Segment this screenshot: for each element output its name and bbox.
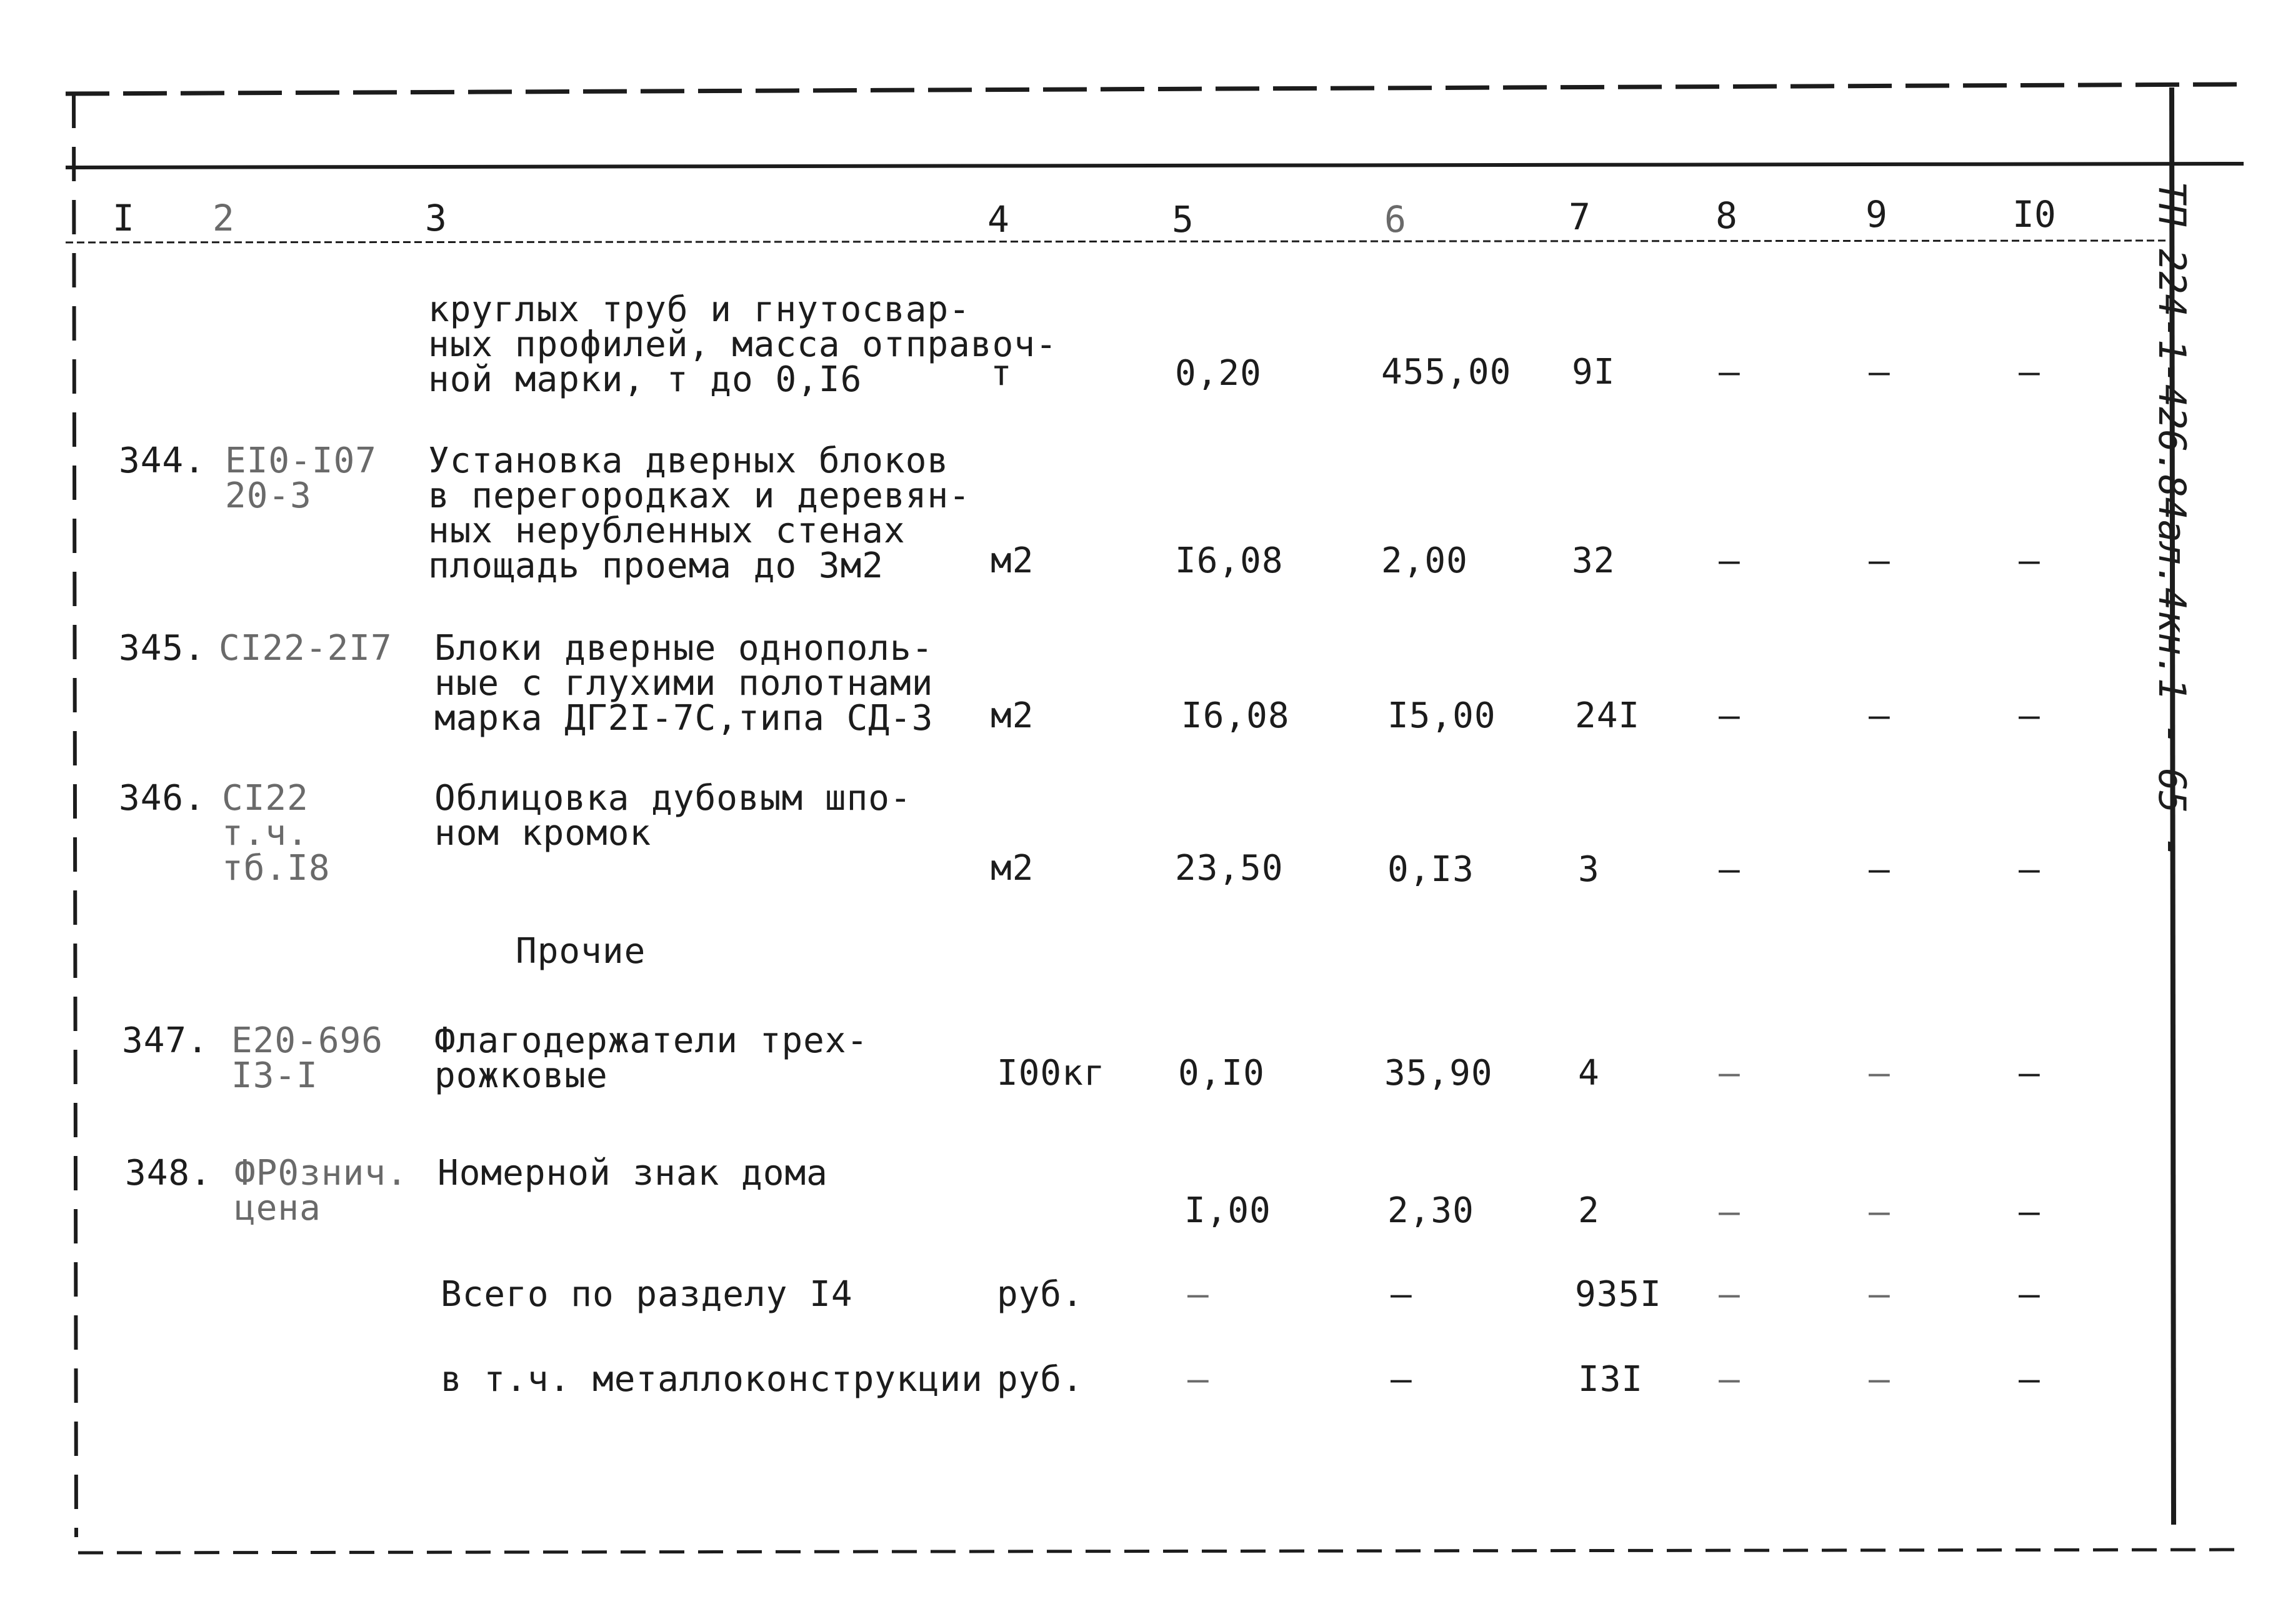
col-header-4: 4 <box>987 198 1009 241</box>
row-unit: руб. <box>997 1274 1084 1315</box>
col-header-2: 2 <box>212 197 234 239</box>
row-col10: – <box>2019 1053 2041 1093</box>
col-header-1: I <box>112 197 134 239</box>
row-col9: – <box>1869 1359 1891 1400</box>
row-code: EI0-I07 20-3 <box>225 441 377 516</box>
row-col10: – <box>2019 695 2041 736</box>
row-total: 3 <box>1578 849 1600 890</box>
row-qty: I6,08 <box>1175 541 1284 581</box>
row-qty: I,00 <box>1184 1190 1271 1231</box>
row-unit: т <box>991 353 1012 394</box>
row-unit: м2 <box>991 848 1034 889</box>
row-description: Установка дверных блоков в перегородках и деревян- ных нерубленных стенах площадь проема до 3м2 <box>428 441 971 586</box>
row-number: 348. <box>125 1153 212 1193</box>
row-description: Облицовка дубовым шпо- ном кромок <box>434 778 912 854</box>
row-col8: – <box>1719 1053 1741 1093</box>
row-code: ФР0знич. цена <box>234 1153 408 1228</box>
row-price: I5,00 <box>1387 695 1496 736</box>
row-price: – <box>1391 1359 1412 1400</box>
row-description: Флагодержатели трех- рожковые <box>434 1020 869 1096</box>
row-number: 347. <box>122 1020 209 1061</box>
col-header-6: 6 <box>1384 198 1406 241</box>
col-header-10: I0 <box>2012 193 2056 236</box>
row-total: 935I <box>1575 1274 1662 1315</box>
row-qty: 23,50 <box>1175 848 1284 889</box>
subtotal-label: в т.ч. металлоконструкции <box>441 1359 983 1400</box>
row-price: 0,I3 <box>1387 849 1474 890</box>
total-label: Всего по разделу I4 <box>441 1274 853 1315</box>
row-col8: – <box>1719 1192 1741 1232</box>
row-col9: – <box>1869 695 1891 736</box>
row-price: 2,30 <box>1387 1190 1474 1231</box>
row-price: 35,90 <box>1384 1053 1493 1093</box>
row-price: 2,00 <box>1381 541 1468 581</box>
row-col8: – <box>1719 541 1741 581</box>
col-header-7: 7 <box>1569 196 1591 238</box>
row-col9: – <box>1869 1053 1891 1093</box>
row-qty: 0,I0 <box>1178 1053 1265 1093</box>
row-col10: – <box>2019 541 2041 581</box>
row-col8: – <box>1719 1274 1741 1315</box>
row-code: CI22 т.ч. тб.I8 <box>222 778 331 889</box>
row-qty: – <box>1187 1359 1209 1400</box>
row-qty: I6,08 <box>1181 695 1290 736</box>
row-total: 4 <box>1578 1053 1600 1093</box>
row-description: Блоки дверные однополь- ные с глухими полотнами марка ДГ2I-7С,типа СД-3 <box>434 628 934 739</box>
row-code: E20-696 I3-I <box>231 1020 384 1096</box>
row-unit: руб. <box>997 1359 1084 1400</box>
row-total: 2 <box>1578 1190 1600 1231</box>
row-col9: – <box>1869 1192 1891 1232</box>
row-col10: – <box>2019 1359 2041 1400</box>
row-number: 345. <box>119 628 206 669</box>
row-total: 32 <box>1572 541 1616 581</box>
row-total: 9I <box>1572 352 1616 392</box>
row-price: – <box>1391 1274 1412 1315</box>
row-col10: – <box>2019 1192 2041 1232</box>
row-qty: 0,20 <box>1175 353 1262 394</box>
col-header-8: 8 <box>1716 194 1737 237</box>
row-col9: – <box>1869 849 1891 890</box>
row-unit: м2 <box>991 541 1034 581</box>
row-col9: – <box>1869 1274 1891 1315</box>
col-header-3: 3 <box>425 197 447 239</box>
row-number: 344. <box>119 441 206 481</box>
side-stamp <box>2150 181 2250 887</box>
row-col9: – <box>1869 541 1891 581</box>
row-col8: – <box>1719 1359 1741 1400</box>
row-col10: – <box>2019 1274 2041 1315</box>
row-col10: – <box>2019 849 2041 890</box>
row-code: CI22-2I7 <box>219 628 392 669</box>
row-total: 24I <box>1575 695 1641 736</box>
row-qty: – <box>1187 1274 1209 1315</box>
row-col10: – <box>2019 352 2041 392</box>
row-unit: I00кг <box>997 1053 1106 1093</box>
row-total: I3I <box>1578 1359 1644 1400</box>
section-heading: Прочие <box>516 931 646 972</box>
row-col8: – <box>1719 352 1741 392</box>
row-col8: – <box>1719 695 1741 736</box>
row-number: 346. <box>119 778 206 819</box>
col-header-5: 5 <box>1172 198 1194 241</box>
row-description: круглых труб и гнутосвар- ных профилей, масса отправоч- ной марки, т до 0,I6 <box>428 289 1057 400</box>
row-col8: – <box>1719 849 1741 890</box>
row-col9: – <box>1869 352 1891 392</box>
row-unit: м2 <box>991 695 1034 736</box>
row-price: 455,00 <box>1381 352 1512 392</box>
col-header-9: 9 <box>1866 193 1887 236</box>
side-stamp-text: ТП 224-1-426.84ал.4кн.1 - 65 - <box>2150 181 2194 859</box>
row-description: Номерной знак дома <box>437 1153 828 1193</box>
